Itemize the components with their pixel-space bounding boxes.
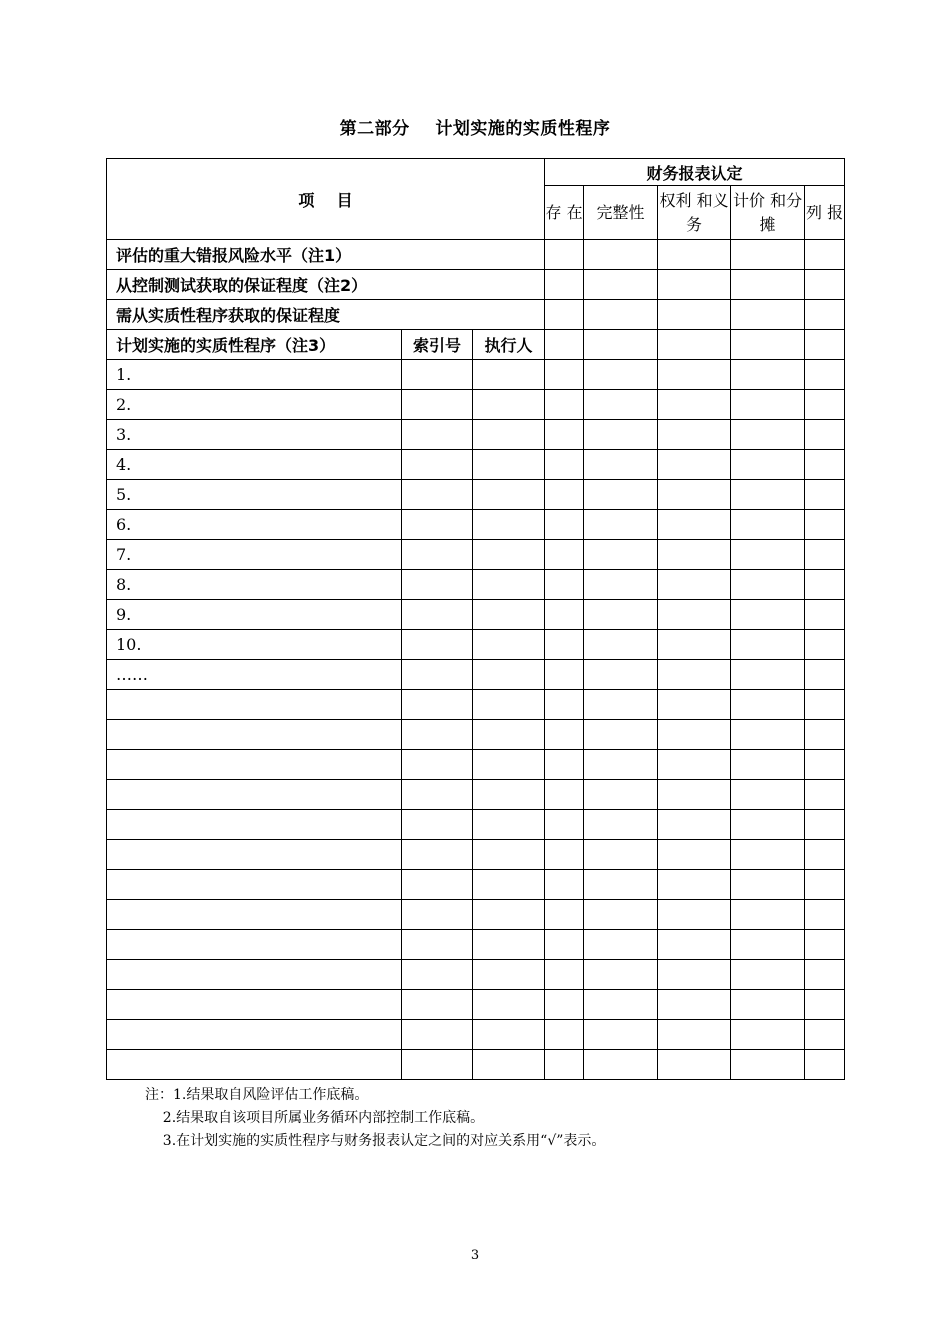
table-cell [473,420,545,450]
table-cell [805,720,845,750]
table-cell [402,720,473,750]
table-row [107,990,845,1020]
procedure-cell [107,810,402,840]
table-cell [545,270,584,300]
table-cell [731,750,805,780]
table-row [107,540,845,570]
table-cell [545,480,584,510]
table-cell [402,870,473,900]
table-cell [584,750,658,780]
table-cell [658,630,731,660]
table-cell [584,840,658,870]
table-row [107,600,845,630]
procedure-cell: 1. [107,360,402,390]
table-cell [584,600,658,630]
table-cell [658,960,731,990]
table-cell [658,300,731,330]
table-row [107,420,845,450]
table-cell [658,420,731,450]
substantive-assurance-row-label: 需从实质性程序获取的保证程度 [107,300,545,330]
table-cell [473,570,545,600]
table-cell [731,510,805,540]
table-row [107,930,845,960]
table-cell [658,360,731,390]
table-cell [545,300,584,330]
table-cell [658,480,731,510]
procedure-cell: 8. [107,570,402,600]
table-cell [805,450,845,480]
table-cell [402,540,473,570]
procedure-cell: 2. [107,390,402,420]
table-row [107,450,845,480]
table-cell [584,420,658,450]
table-cell [584,330,658,360]
table-row [107,1020,845,1050]
table-cell [658,1050,731,1080]
table-cell [731,930,805,960]
procedure-cell: 6. [107,510,402,540]
table-cell [402,1020,473,1050]
table-cell [473,1020,545,1050]
table-cell [805,330,845,360]
table-cell [731,1050,805,1080]
table-cell [402,1050,473,1080]
table-row [107,870,845,900]
assertion-completeness-header: 完整性 [584,186,658,240]
table-cell [402,480,473,510]
table-cell [545,930,584,960]
table-cell [805,780,845,810]
control-assurance-row-label: 从控制测试获取的保证程度（注2） [107,270,545,300]
table-cell [545,840,584,870]
table-row [107,810,845,840]
table-cell [658,390,731,420]
table-cell [473,930,545,960]
procedure-cell [107,1050,402,1080]
table-cell [402,660,473,690]
procedure-cell [107,780,402,810]
assertion-group-header: 财务报表认定 [545,159,845,186]
table-cell [805,630,845,660]
table-cell [805,1050,845,1080]
table-cell [805,900,845,930]
table-cell [402,840,473,870]
table-cell [658,270,731,300]
procedure-cell [107,1020,402,1050]
table-cell [731,630,805,660]
table-cell [805,270,845,300]
table-cell [805,240,845,270]
table-cell [473,1050,545,1080]
table-cell [658,990,731,1020]
table-cell [545,360,584,390]
table-cell [473,720,545,750]
table-row [107,1050,845,1080]
table-cell [545,570,584,600]
table-cell [584,570,658,600]
table-cell [584,780,658,810]
table-cell [584,240,658,270]
table-cell [545,600,584,630]
procedure-cell [107,750,402,780]
table-cell [402,360,473,390]
table-cell [402,630,473,660]
table-cell [731,810,805,840]
table-cell [805,990,845,1020]
table-cell [545,450,584,480]
table-cell [658,780,731,810]
table-cell [805,540,845,570]
table-cell [473,480,545,510]
table-row [107,480,845,510]
table-cell [731,870,805,900]
table-cell [731,420,805,450]
table-cell [805,930,845,960]
table-cell [731,270,805,300]
procedure-cell [107,990,402,1020]
table-cell [545,240,584,270]
table-cell [473,630,545,660]
table-cell [805,570,845,600]
table-cell [473,870,545,900]
assertion-presentation-header: 列 报 [805,186,845,240]
table-cell [658,840,731,870]
procedure-cell [107,900,402,930]
table-cell [658,330,731,360]
table-cell [731,990,805,1020]
table-cell [658,450,731,480]
procedure-header: 计划实施的实质性程序（注3） [107,330,402,360]
table-cell [658,720,731,750]
table-cell [658,240,731,270]
table-cell [545,810,584,840]
table-cell [473,450,545,480]
table-cell [473,990,545,1020]
procedure-cell: 9. [107,600,402,630]
procedure-cell: …… [107,660,402,690]
table-cell [805,870,845,900]
table-cell [545,630,584,660]
table-cell [584,990,658,1020]
table-cell [584,930,658,960]
table-cell [473,750,545,780]
table-row [107,720,845,750]
table-cell [584,450,658,480]
table-cell [545,780,584,810]
table-cell [584,870,658,900]
table-cell [402,750,473,780]
table-cell [584,270,658,300]
table-cell [473,780,545,810]
assertion-valuation-header: 计价 和分摊 [731,186,805,240]
index-number-header: 索引号 [402,330,473,360]
table-cell [473,810,545,840]
table-cell [805,660,845,690]
table-cell [658,1020,731,1050]
table-cell [658,750,731,780]
table-cell [584,300,658,330]
table-cell [731,300,805,330]
table-cell [731,660,805,690]
table-cell [731,780,805,810]
table-cell [402,960,473,990]
assertion-existence-header: 存 在 [545,186,584,240]
table-cell [402,990,473,1020]
table-row [107,840,845,870]
table-cell [584,1020,658,1050]
table-cell [545,390,584,420]
table-cell [402,810,473,840]
item-header: 项 目 [107,159,545,240]
table-cell [402,600,473,630]
procedure-cell: 10. [107,630,402,660]
table-cell [545,420,584,450]
procedure-cell [107,840,402,870]
table-row [107,900,845,930]
table-cell [731,540,805,570]
table-cell [584,360,658,390]
table-cell [658,600,731,630]
table-cell [805,810,845,840]
table-cell [402,390,473,420]
table-row [107,960,845,990]
table-cell [545,330,584,360]
table-cell [473,510,545,540]
table-cell [545,540,584,570]
assertion-rights-header: 权利 和义务 [658,186,731,240]
table-cell [545,510,584,540]
table-cell [731,390,805,420]
table-cell [473,660,545,690]
procedure-cell [107,690,402,720]
page-title: 第二部分 计划实施的实质性程序 [339,119,611,139]
note-3: 3.在计划实施的实质性程序与财务报表认定之间的对应关系用“√”表示。 [145,1133,606,1149]
table-cell [584,510,658,540]
table-row [107,780,845,810]
table-cell [805,960,845,990]
table-cell [545,660,584,690]
table-cell [731,690,805,720]
table-row [107,510,845,540]
table-cell [545,870,584,900]
table-cell [584,540,658,570]
table-cell [731,1020,805,1050]
procedure-cell [107,960,402,990]
table-cell [805,510,845,540]
table-cell [545,900,584,930]
table-cell [473,960,545,990]
table-cell [473,600,545,630]
table-cell [658,510,731,540]
table-cell [584,660,658,690]
table-cell [402,690,473,720]
table-cell [658,690,731,720]
table-cell [731,480,805,510]
table-cell [805,600,845,630]
procedure-cell [107,930,402,960]
table-cell [545,690,584,720]
notes [145,1084,605,1153]
table-cell [473,900,545,930]
table-cell [805,750,845,780]
table-cell [402,930,473,960]
table-cell [731,840,805,870]
table-cell [402,510,473,540]
table-cell [731,600,805,630]
table-cell [658,810,731,840]
table-cell [402,900,473,930]
table-cell [731,450,805,480]
table-cell [584,630,658,660]
executor-header: 执行人 [473,330,545,360]
table-cell [545,1050,584,1080]
table-cell [584,480,658,510]
table-cell [402,570,473,600]
table-cell [805,840,845,870]
table-row [107,390,845,420]
table-cell [658,900,731,930]
table-cell [731,960,805,990]
note-2: 2.结果取自该项目所属业务循环内部控制工作底稿。 [145,1110,485,1126]
table-cell [473,390,545,420]
table-cell [402,420,473,450]
table-cell [402,780,473,810]
table-cell [473,360,545,390]
table-row [107,630,845,660]
table-cell [545,720,584,750]
table-cell [545,750,584,780]
table-cell [731,720,805,750]
table-row [107,690,845,720]
table-cell [731,570,805,600]
table-cell [805,360,845,390]
table-cell [658,570,731,600]
procedure-cell: 5. [107,480,402,510]
table-row [107,660,845,690]
table-cell [805,1020,845,1050]
note-1: 注：1.结果取自风险评估工作底稿。 [145,1087,369,1103]
table-cell [473,690,545,720]
table-cell [658,930,731,960]
table-cell [731,900,805,930]
table-cell [658,540,731,570]
table-cell [658,660,731,690]
table-cell [584,390,658,420]
procedure-cell [107,870,402,900]
table-cell [805,300,845,330]
table-cell [545,1020,584,1050]
table-cell [731,360,805,390]
table-cell [584,810,658,840]
table-cell [731,240,805,270]
table-cell [584,960,658,990]
table-row [107,750,845,780]
table-cell [805,480,845,510]
table-cell [584,720,658,750]
table-cell [402,450,473,480]
procedure-cell: 7. [107,540,402,570]
table-cell [731,330,805,360]
table-cell [805,390,845,420]
risk-level-row-label: 评估的重大错报风险水平（注1） [107,240,545,270]
table-cell [805,420,845,450]
procedure-cell: 4. [107,450,402,480]
substantive-procedures-table [106,158,845,1080]
table-cell [584,690,658,720]
table-row [107,360,845,390]
table-cell [658,870,731,900]
table-cell [473,840,545,870]
table-cell [545,990,584,1020]
procedure-cell: 3. [107,420,402,450]
table-cell [584,1050,658,1080]
table-cell [545,960,584,990]
procedure-cell [107,720,402,750]
table-cell [805,690,845,720]
table-cell [584,900,658,930]
page-number: 3 [470,1248,480,1263]
table-cell [473,540,545,570]
table-row [107,570,845,600]
